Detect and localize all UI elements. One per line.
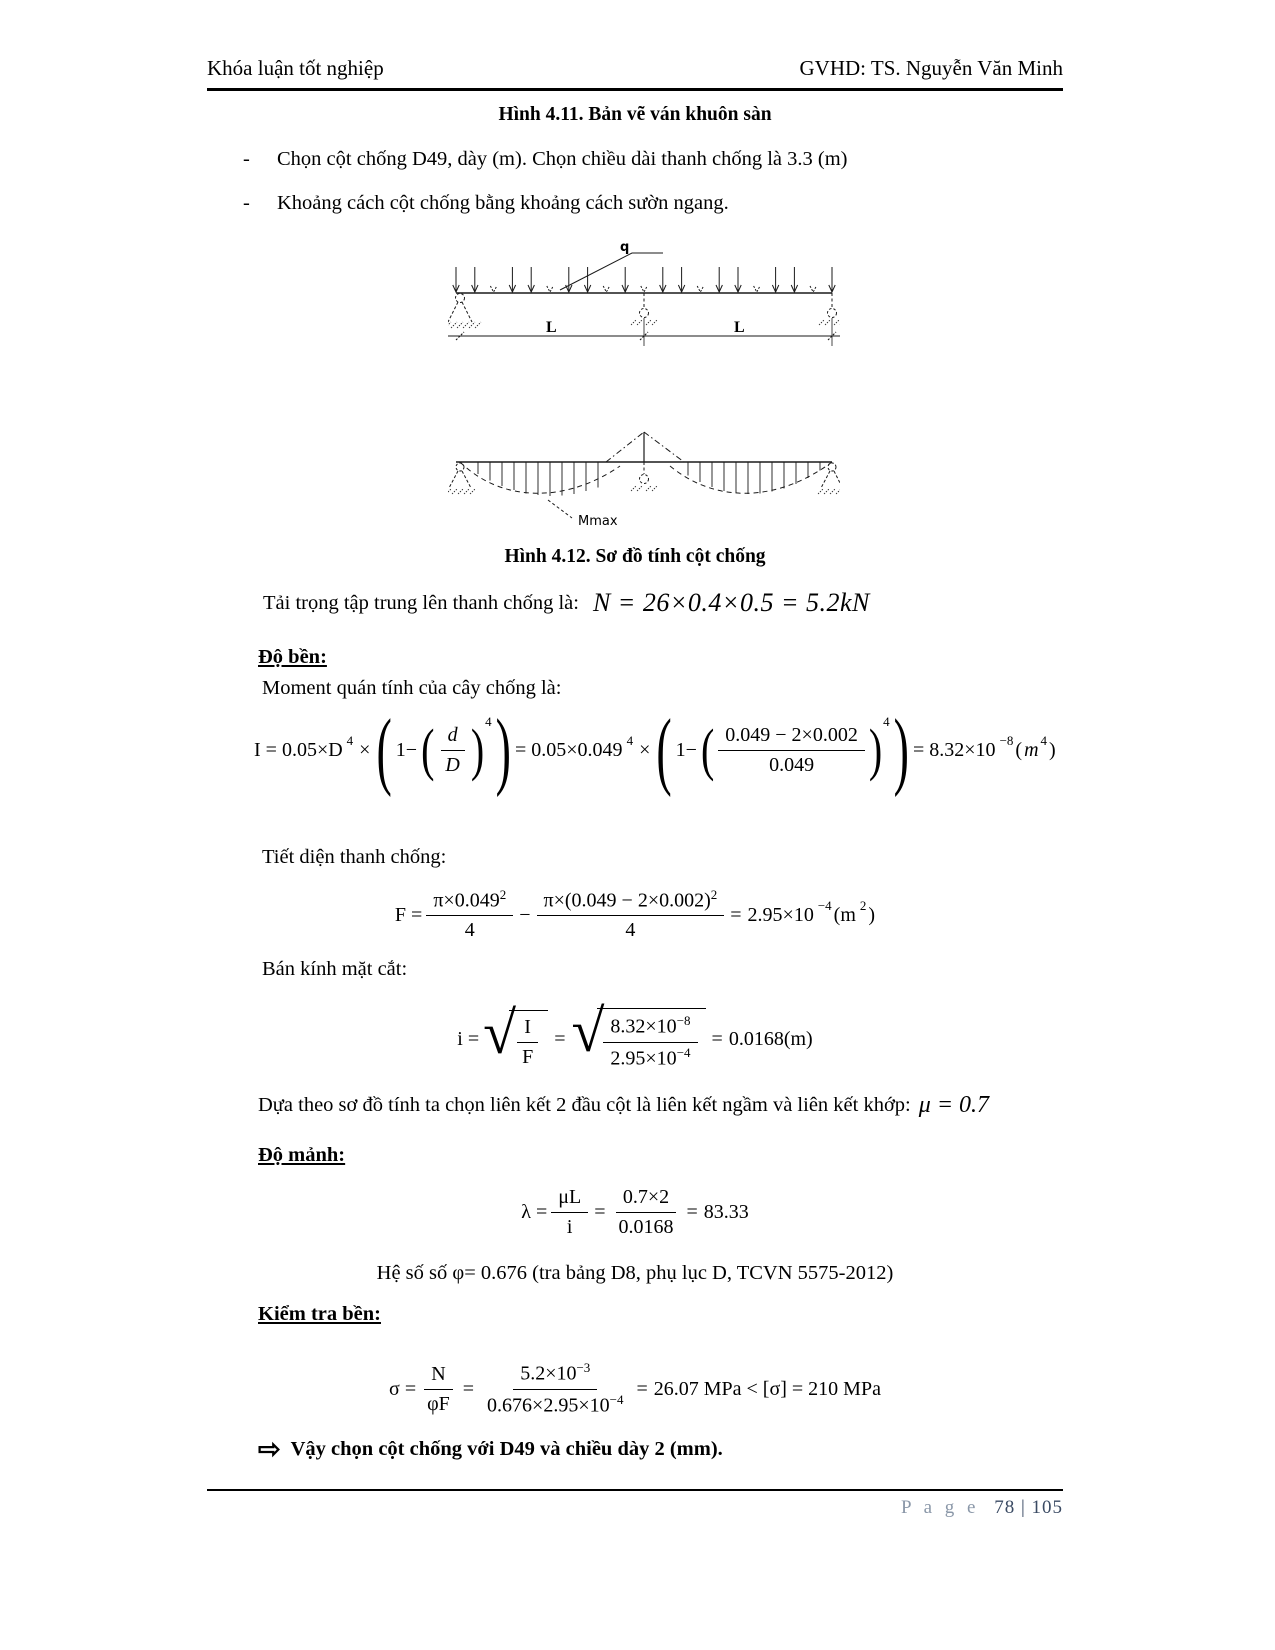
radical-sign: √ [483, 999, 517, 1066]
bullet-marker: - [243, 192, 250, 214]
denominator: 4 [625, 919, 636, 942]
formula-text: 26.07 MPa < [σ] = 210 MPa [653, 1377, 881, 1400]
numerator: $8.32\times 10^{-8}$ [603, 1014, 697, 1043]
exponent: −8 [999, 733, 1014, 748]
denominator: 0.0168 [618, 1215, 674, 1238]
denominator: F [522, 1045, 534, 1068]
formula-text: ( [1015, 738, 1023, 761]
formula-text: 83.33 [703, 1200, 749, 1223]
load-label: q [620, 240, 630, 255]
figure-412-caption: Hình 4.12. Sơ đồ tính cột chống [504, 546, 766, 567]
list-item [243, 148, 1043, 171]
load-formula: N = 26×0.4×0.5 = 5.2kN [592, 588, 870, 617]
formula-text: 2.95×10 [747, 903, 814, 926]
formula-text: = [730, 903, 742, 926]
numerator: 0.049 − 2×0.002 [718, 724, 865, 751]
footer-page-word: P a g e [900, 1497, 980, 1518]
denominator: $0.676\times 2.95\times 10^{-4}$ [487, 1391, 624, 1417]
radius-label: Bán kính mặt cắt: [262, 958, 408, 980]
formula-text: (m [833, 903, 856, 926]
formula-text: = [594, 1200, 606, 1223]
area-label: Tiết diện thanh chống: [262, 846, 447, 868]
fraction [537, 888, 725, 943]
slenderness-heading: Độ mảnh: [258, 1144, 346, 1166]
formula-text: I = 0.05×D [254, 738, 343, 761]
mmax-label: Mmax [578, 514, 618, 528]
roller-support-right [819, 293, 840, 346]
page-header [207, 56, 1063, 91]
formula-text: = 0.05×0.049 [515, 738, 623, 761]
formula-text: = [686, 1200, 698, 1223]
formula-text: = [711, 1027, 723, 1050]
close-paren: ) [470, 716, 485, 782]
denominator: 4 [464, 919, 475, 942]
exponent: −4 [817, 898, 832, 913]
conclusion-line [258, 1436, 723, 1463]
radical-sign: √ [571, 997, 605, 1064]
page-footer [207, 1497, 1063, 1519]
formula-text: × [639, 738, 651, 761]
formula-text: ) [1049, 738, 1056, 761]
formula-text: − [519, 903, 531, 926]
formula-text: = [636, 1377, 648, 1400]
pin-support-left [448, 294, 481, 329]
exponent: 2 [859, 898, 867, 913]
denominator: i [566, 1215, 573, 1238]
roller-support-middle [631, 293, 657, 346]
open-paren: ( [700, 716, 715, 782]
numerator: $\pi\times 0.049^2$ [426, 888, 513, 917]
formula-text: λ = [521, 1200, 548, 1223]
footer-page-number: 78 | 105 [994, 1497, 1063, 1518]
exponent: 4 [883, 714, 890, 729]
formula-text: = [462, 1377, 475, 1400]
formula-text: 1− [675, 738, 697, 761]
close-paren: ) [893, 700, 909, 798]
exponent: 4 [1040, 733, 1048, 748]
fraction [480, 1361, 630, 1417]
fraction [426, 888, 513, 943]
fraction [551, 1186, 588, 1239]
exponent: 4 [346, 733, 354, 748]
fraction [438, 724, 466, 777]
bullet-text: Chọn cột chống D49, dày (m). Chọn chiều dài thanh chống là 3.3 (m) [277, 148, 848, 170]
conclusion-text: Vậy chọn cột chống với D49 và chiều dày 2 (mm). [290, 1438, 723, 1460]
roller-support-middle [631, 462, 657, 491]
mmax-leader [548, 500, 572, 518]
beam-load-diagram [448, 236, 840, 350]
numerator: μL [551, 1186, 588, 1213]
sentence-text: Dựa theo sơ đồ tính ta chọn liên kết 2 đầu cột là liên kết ngầm và liên kết khớp: [258, 1094, 911, 1116]
formula-text: ) [868, 903, 876, 926]
header-left-title: Khóa luận tốt nghiệp [207, 56, 384, 80]
inertia-label: Moment quán tính của cây chống là: [262, 677, 562, 699]
square-root [571, 997, 705, 1070]
fraction [515, 1016, 540, 1069]
close-paren: ) [868, 716, 883, 782]
load-label: Tải trọng tập trung lên thanh chống là: [263, 591, 579, 614]
fraction [718, 724, 865, 777]
pin-support-right [818, 463, 840, 494]
numerator: 0.7×2 [616, 1186, 676, 1213]
denominator: φF [427, 1392, 450, 1415]
header-right-advisor: GVHD: TS. Nguyễn Văn Minh [799, 56, 1063, 80]
load-sentence [263, 588, 870, 618]
denominator: $2.95\times 10^{-4}$ [610, 1044, 691, 1070]
numerator: I [517, 1016, 538, 1043]
right-arrow-icon: ⇨ [258, 1434, 281, 1464]
footer-rule [207, 1489, 1063, 1491]
bullet-text: Khoảng cách cột chống bằng khoảng cách sườn ngang. [277, 192, 729, 214]
bullet-marker: - [243, 148, 250, 170]
strength-heading: Độ bền: [258, 646, 327, 668]
figure-411-caption: Hình 4.11. Bản vẽ ván khuôn sàn [498, 104, 772, 125]
inertia-formula [252, 700, 1056, 800]
list-item [243, 192, 1043, 215]
formula-text: i = [457, 1027, 480, 1050]
open-paren: ( [376, 700, 392, 798]
pin-support-left [448, 463, 475, 494]
moment-diagram [448, 424, 840, 528]
fraction [420, 1363, 457, 1416]
span-length-label-2: L [734, 319, 745, 336]
formula-text: = [554, 1027, 566, 1050]
mu-value: μ = 0.7 [918, 1092, 990, 1118]
numerator: $5.2\times 10^{-3}$ [513, 1361, 597, 1390]
exponent: 4 [485, 714, 492, 729]
area-formula [207, 874, 1063, 956]
numerator: N [424, 1363, 452, 1390]
numerator: d [441, 724, 465, 751]
close-paren: ) [495, 700, 511, 798]
denominator: D [445, 753, 460, 776]
mu-sentence [258, 1092, 989, 1119]
open-paren: ( [656, 700, 672, 798]
check-heading: Kiểm tra bền: [258, 1303, 381, 1325]
lambda-formula [207, 1172, 1063, 1252]
fraction [603, 1014, 697, 1070]
formula-text: m [1024, 738, 1039, 761]
load-leader [560, 253, 663, 290]
fraction [611, 1186, 680, 1239]
sigma-formula [207, 1348, 1063, 1430]
formula-text: = 8.32×10 [913, 738, 996, 761]
denominator: 0.049 [769, 753, 815, 776]
distributed-load-arrows [453, 267, 835, 292]
phi-line: Hệ số số φ= 0.676 (tra bảng D8, phụ lục D, TCVN 5575-2012) [376, 1262, 894, 1284]
formula-text: F = [394, 903, 423, 926]
radius-formula [207, 995, 1063, 1083]
formula-text: × [359, 738, 371, 761]
span-length-label-1: L [546, 319, 557, 336]
formula-text: 0.0168(m) [728, 1027, 813, 1050]
open-paren: ( [421, 716, 435, 782]
square-root [483, 999, 548, 1069]
formula-text: 1− [395, 738, 418, 761]
exponent: 4 [626, 733, 634, 748]
bullet-list [243, 148, 1043, 236]
formula-text: σ = [389, 1377, 417, 1400]
numerator: $\pi\times(0.049 - 2\times 0.002)^2$ [537, 888, 725, 917]
